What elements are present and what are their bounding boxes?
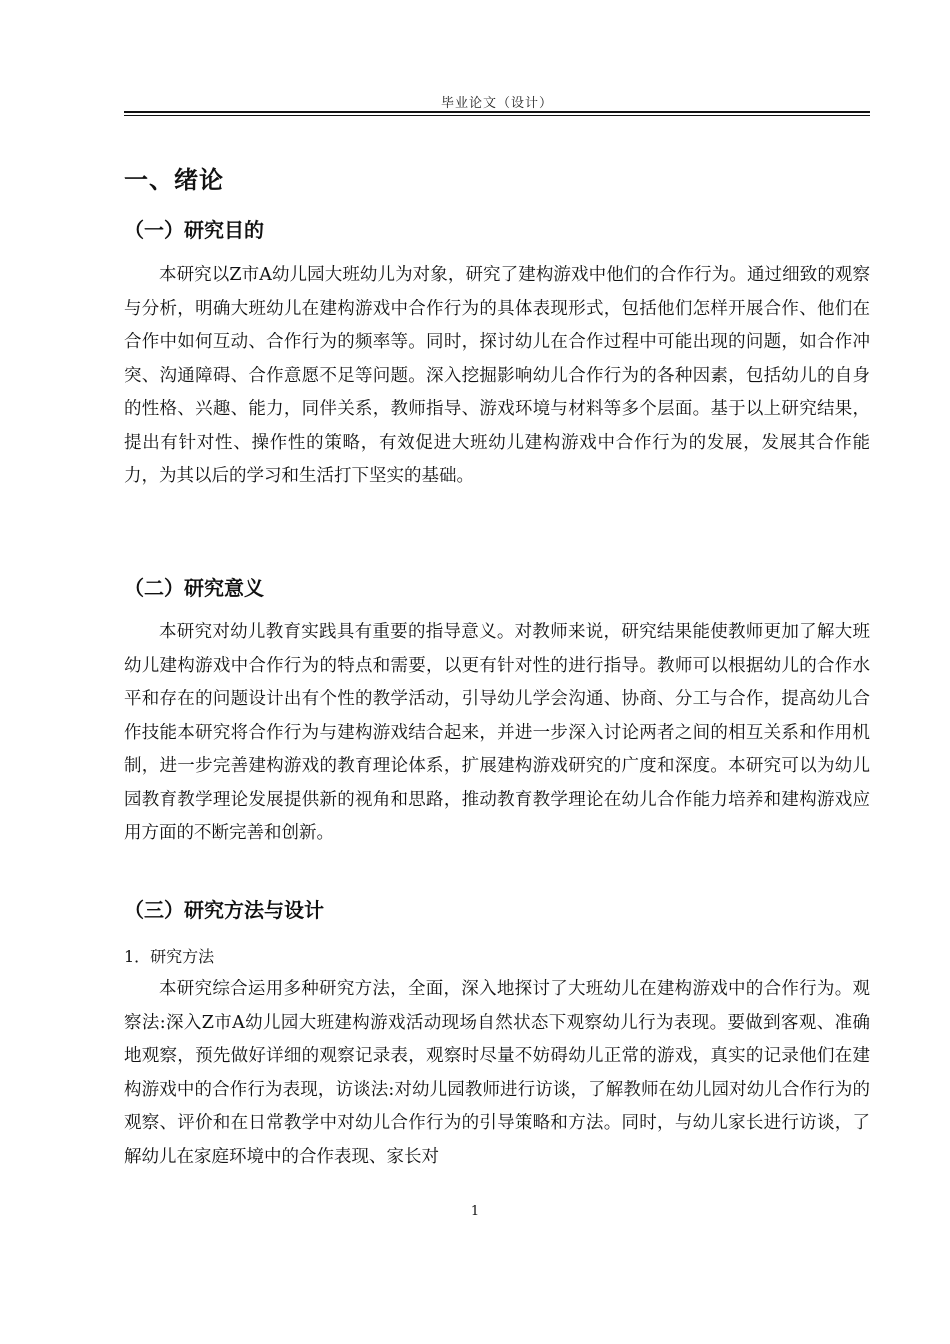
chapter-title: 一、绪论 xyxy=(124,166,224,194)
header-rule-thin xyxy=(124,115,870,116)
page-number: 1 xyxy=(470,1204,480,1219)
paragraph-methods: 本研究综合运用多种研究方法，全面，深入地探讨了大班幼儿在建构游戏中的合作行为。观察法:深入Z市A幼儿园大班建构游戏活动现场自然状态下观察幼儿行为表现。要做到客观、准确地观察，预先做好详细的观察记录表，观察时尽量不妨碍幼儿正常的游戏，真实的记录他们在建构游戏中的合作行为表现，访谈法:对幼儿园教师进行访谈，了解教师在幼儿园对幼儿合作行为的观察、评价和在日常教学中对幼儿合作行为的引导策略和方法。同时，与幼儿家长进行访谈，了解幼儿在家庭环境中的合作表现、家长对 xyxy=(124,979,870,1167)
paragraph-purpose: 本研究以Z市A幼儿园大班幼儿为对象，研究了建构游戏中他们的合作行为。通过细致的观察与分析，明确大班幼儿在建构游戏中合作行为的具体表现形式，包括他们怎样开展合作、他们在合作中如何互动、合作行为的频率等。同时，探讨幼儿在合作过程中可能出现的问题，如合作冲突、沟通障碍、合作意愿不足等问题。深入挖掘影响幼儿合作行为的各种因素，包括幼儿的自身的性格、兴趣、能力，同伴关系，教师指导、游戏环境与材料等多个层面。基于以上研究结果，提出有针对性、操作性的策略，有效促进大班幼儿建构游戏中合作行为的发展，发展其合作能力，为其以后的学习和生活打下坚实的基础。 xyxy=(124,265,870,486)
paragraph-significance: 本研究对幼儿教育实践具有重要的指导意义。对教师来说，研究结果能使教师更加了解大班幼儿建构游戏中合作行为的特点和需要，以更有针对性的进行指导。教师可以根据幼儿的合作水平和存在的问题设计出有个性的教学活动，引导幼儿学会沟通、协商、分工与合作，提高幼儿合作技能本研究将合作行为与建构游戏结合起来，并进一步深入讨论两者之间的相互关系和作用机制，进一步完善建构游戏的教育理论体系，扩展建构游戏研究的广度和深度。本研究可以为幼儿园教育教学理论发展提供新的视角和思路，推动教育教学理论在幼儿合作能力培养和建构游戏应用方面的不断完善和创新。 xyxy=(124,622,870,843)
header-rule xyxy=(124,111,870,113)
section-title-significance: （二）研究意义 xyxy=(124,576,264,600)
section-title-purpose: （一）研究目的 xyxy=(124,218,264,242)
running-header: 毕业论文（设计） xyxy=(440,96,553,111)
section-title-methods: （三）研究方法与设计 xyxy=(124,898,324,922)
subsection-title-methods: 1．研究方法 xyxy=(124,947,215,966)
